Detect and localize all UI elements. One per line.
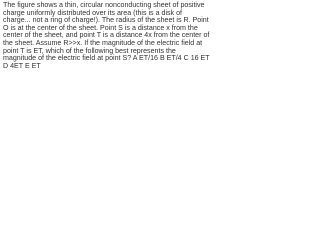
question-text: The figure shows a thin, circular nonconducting sheet of positive charge uniformly distributed over its area (this is a disk of charge... not a ring of charge!). The radius of the sheet is R. Point O is at the center of the sheet. Point S is a distance x from the center of the sheet, and point T is a distance 4x from the center of the sheet. Assume R>>x. If the magnitude of the electric field at point T is ET, which of the following best represents the magnitude of the electric field at point S? A ET/16 B ET/4 C 16 ET D 4ET E ET bbox=[3, 1, 210, 70]
question-page bbox=[0, 0, 213, 88]
